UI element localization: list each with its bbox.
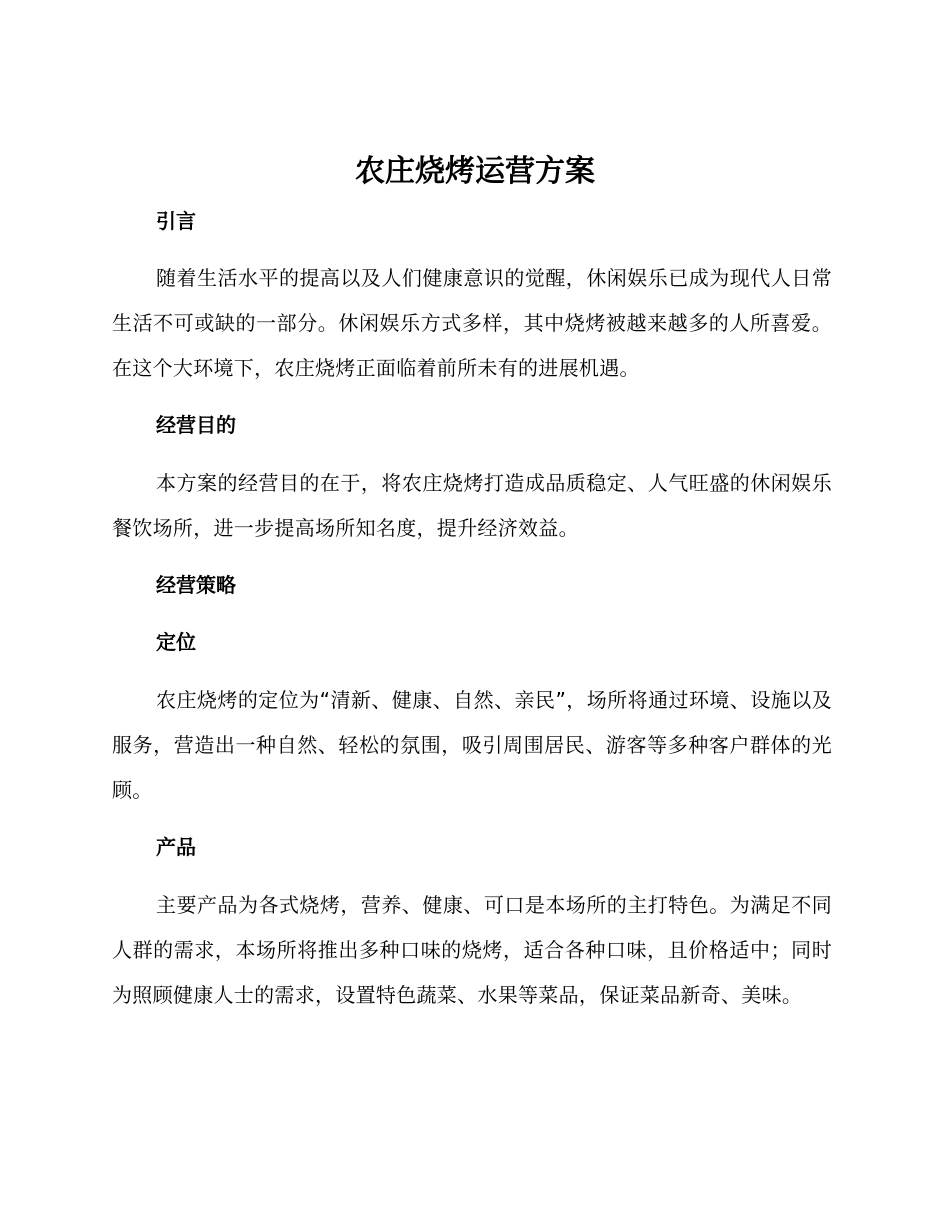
section-paragraph-positioning: 农庄烧烤的定位为“清新、健康、自然、亲民”，场所将通过环境、设施以及服务，营造出一种自然、轻松的氛围，吸引周围居民、游客等多种客户群体的光顾。 bbox=[112, 688, 832, 802]
document-title: 农庄烧烤运营方案 bbox=[355, 154, 595, 189]
section-heading-positioning: 定位 bbox=[156, 630, 196, 654]
section-heading-business-goal: 经营目的 bbox=[156, 413, 236, 437]
section-paragraph-product: 主要产品为各式烧烤，营养、健康、可口是本场所的主打特色。为满足不同人群的需求，本场所将推出多种口味的烧烤，适合各种口味，且价格适中；同时为照顾健康人士的需求，设置特色蔬菜、水果等菜品，保证菜品新奇、美味。 bbox=[112, 893, 832, 1007]
section-heading-business-strategy: 经营策略 bbox=[156, 573, 236, 597]
section-heading-introduction: 引言 bbox=[156, 209, 196, 233]
section-paragraph-business-goal: 本方案的经营目的在于，将农庄烧烤打造成品质稳定、人气旺盛的休闲娱乐餐饮场所，进一步提高场所知名度，提升经济效益。 bbox=[112, 471, 832, 540]
section-paragraph-introduction: 随着生活水平的提高以及人们健康意识的觉醒，休闲娱乐已成为现代人日常生活不可或缺的一部分。休闲娱乐方式多样，其中烧烤被越来越多的人所喜爱。在这个大环境下，农庄烧烤正面临着前所未有的进展机遇。 bbox=[112, 266, 832, 380]
section-heading-product: 产品 bbox=[156, 835, 196, 859]
